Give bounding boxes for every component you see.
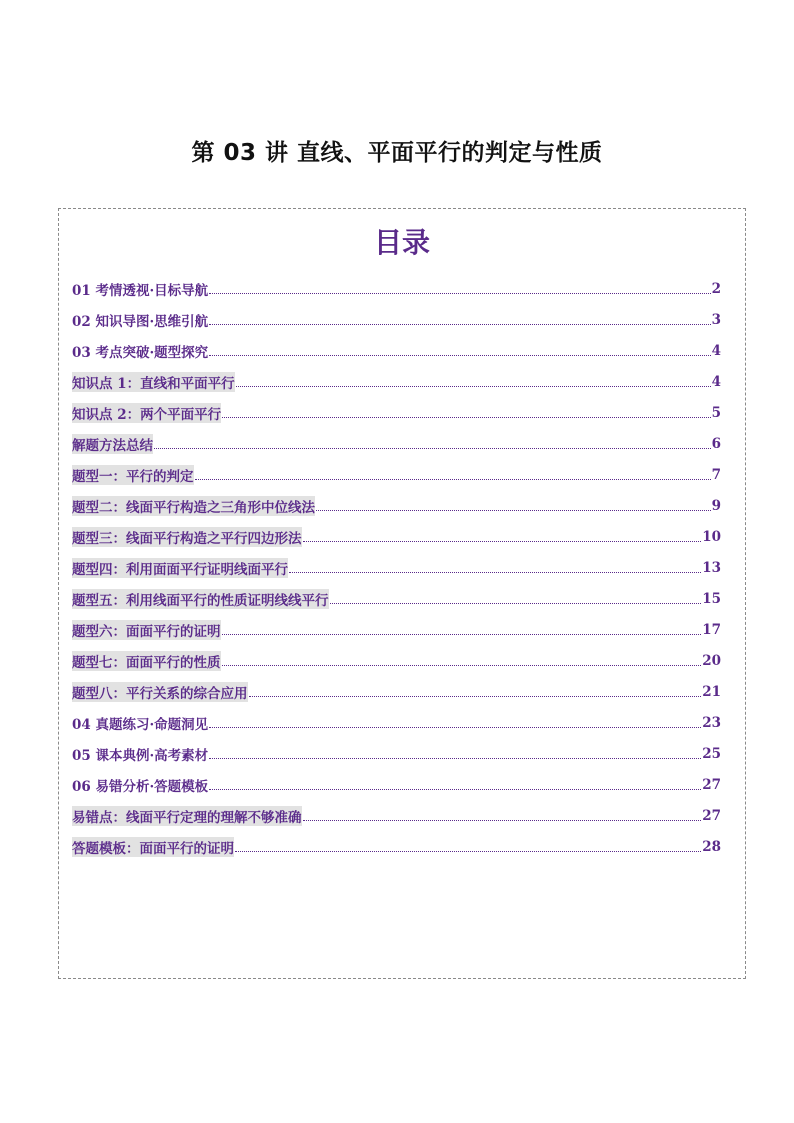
toc-entry[interactable]	[72, 676, 721, 707]
toc-entry[interactable]	[72, 583, 721, 614]
toc-entry-label: 题型七：面面平行的性质	[72, 651, 221, 671]
toc-entry-page-number: 10	[702, 528, 721, 545]
toc-entry[interactable]	[72, 428, 721, 459]
toc-entry-label: 答题模板：面面平行的证明	[72, 837, 234, 857]
toc-entry-label: 01 考情透视·目标导航	[72, 282, 209, 299]
toc-entry-label: 知识点 1：直线和平面平行	[72, 372, 235, 392]
toc-entry-page-number: 4	[711, 373, 721, 390]
toc-entry-page-number: 7	[711, 466, 721, 483]
toc-entry-label: 05 课本典例·高考素材	[72, 747, 209, 764]
toc-entry-page-number: 21	[702, 683, 721, 700]
toc-dot-leader	[316, 509, 711, 511]
toc-dot-leader	[209, 757, 701, 759]
toc-entry-label: 易错点：线面平行定理的理解不够准确	[72, 806, 302, 826]
toc-entry-label: 题型一：平行的判定	[72, 465, 194, 485]
toc-entry-label: 解题方法总结	[72, 434, 153, 454]
toc-entry[interactable]	[72, 645, 721, 676]
toc-entry-page-number: 4	[711, 342, 721, 359]
toc-dot-leader	[303, 540, 702, 542]
toc-dot-leader	[222, 416, 711, 418]
toc-entry-page-number: 28	[702, 838, 721, 855]
toc-dot-leader	[289, 571, 701, 573]
toc-entry-page-number: 27	[702, 807, 721, 824]
toc-entry-label: 题型三：线面平行构造之平行四边形法	[72, 527, 302, 547]
toc-entry[interactable]	[72, 800, 721, 831]
toc-entry-page-number: 2	[711, 280, 721, 297]
toc-entry-page-number: 9	[711, 497, 721, 514]
toc-entry[interactable]	[72, 769, 721, 800]
toc-entry-label: 03 考点突破·题型探究	[72, 344, 209, 361]
toc-dot-leader	[222, 633, 702, 635]
toc-dot-leader	[209, 292, 710, 294]
toc-dot-leader	[236, 385, 711, 387]
toc-entry-label: 06 易错分析·答题模板	[72, 778, 209, 795]
toc-entry-page-number: 20	[702, 652, 721, 669]
toc-entry-page-number: 27	[702, 776, 721, 793]
toc-dot-leader	[209, 726, 701, 728]
toc-list	[72, 273, 721, 862]
toc-entry[interactable]	[72, 614, 721, 645]
toc-entry[interactable]	[72, 707, 721, 738]
toc-entry-page-number: 13	[702, 559, 721, 576]
toc-entry-label: 题型四：利用面面平行证明线面平行	[72, 558, 288, 578]
toc-entry-label: 知识点 2：两个平面平行	[72, 403, 221, 423]
toc-entry-page-number: 3	[711, 311, 721, 328]
toc-dot-leader	[195, 478, 711, 480]
toc-entry[interactable]	[72, 521, 721, 552]
table-of-contents	[58, 208, 746, 979]
toc-entry[interactable]	[72, 831, 721, 862]
toc-entry-label: 题型八：平行关系的综合应用	[72, 682, 248, 702]
toc-entry-page-number: 5	[711, 404, 721, 421]
toc-entry-page-number: 23	[702, 714, 721, 731]
toc-entry[interactable]	[72, 459, 721, 490]
toc-dot-leader	[222, 664, 702, 666]
toc-entry-label: 题型六：面面平行的证明	[72, 620, 221, 640]
toc-dot-leader	[209, 788, 701, 790]
toc-entry[interactable]	[72, 273, 721, 304]
toc-entry[interactable]	[72, 490, 721, 521]
toc-dot-leader	[235, 850, 701, 852]
toc-entry-page-number: 25	[702, 745, 721, 762]
document-title: 第 03 讲 直线、平面平行的判定与性质	[191, 140, 603, 166]
toc-heading: 目录	[373, 226, 430, 259]
toc-dot-leader	[209, 323, 710, 325]
toc-entry[interactable]	[72, 552, 721, 583]
toc-entry[interactable]	[72, 738, 721, 769]
toc-dot-leader	[249, 695, 702, 697]
toc-entry[interactable]	[72, 397, 721, 428]
toc-entry[interactable]	[72, 335, 721, 366]
toc-dot-leader	[154, 447, 711, 449]
toc-entry-label: 题型五：利用线面平行的性质证明线线平行	[72, 589, 329, 609]
toc-dot-leader	[330, 602, 702, 604]
toc-entry-page-number: 17	[702, 621, 721, 638]
toc-entry[interactable]	[72, 304, 721, 335]
toc-entry-page-number: 15	[702, 590, 721, 607]
toc-entry-label: 题型二：线面平行构造之三角形中位线法	[72, 496, 315, 516]
toc-dot-leader	[209, 354, 710, 356]
toc-dot-leader	[303, 819, 702, 821]
toc-entry-label: 02 知识导图·思维引航	[72, 313, 209, 330]
toc-entry-page-number: 6	[711, 435, 721, 452]
toc-entry-label: 04 真题练习·命题洞见	[72, 716, 209, 733]
toc-entry[interactable]	[72, 366, 721, 397]
